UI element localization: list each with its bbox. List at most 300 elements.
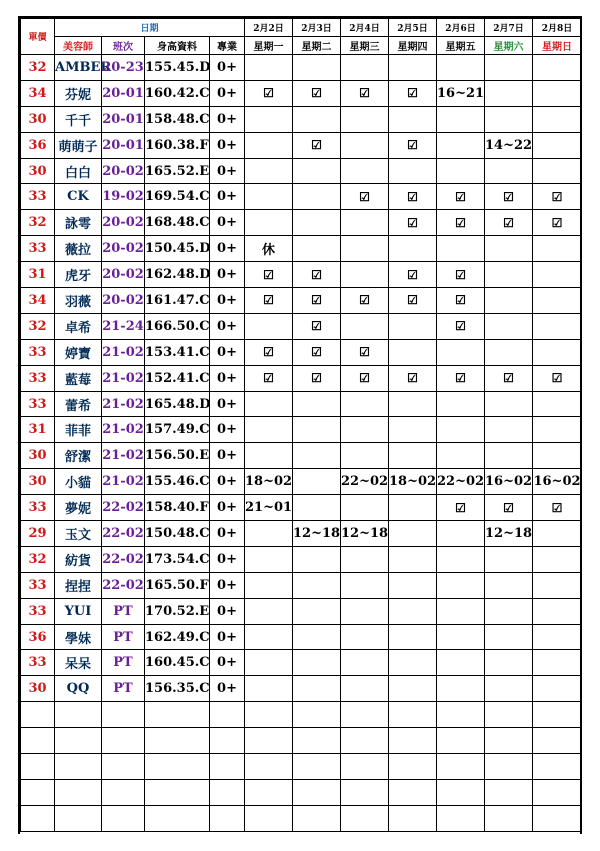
height-data-cell: 152.41.C — [145, 365, 210, 391]
class-cell: 20-02 — [102, 210, 145, 236]
fee-cell: 31 — [21, 262, 55, 288]
checkbox-icon: ☑ — [341, 184, 389, 210]
class-cell: 21-02 — [102, 391, 145, 417]
special-cell: 0+ — [210, 391, 245, 417]
schedule-cell — [245, 55, 293, 81]
table-row — [21, 132, 582, 158]
special-cell: 0+ — [210, 417, 245, 443]
empty-cell — [293, 779, 341, 805]
empty-cell — [533, 728, 582, 754]
empty-row — [21, 779, 582, 805]
weekday-header: 星期三 — [341, 37, 389, 55]
table-row — [21, 80, 582, 106]
schedule-cell — [437, 624, 485, 650]
stylist-cell: 小貓 — [55, 469, 102, 495]
stylist-header: 美容師 — [55, 37, 102, 55]
stylist-cell: 捏捏 — [55, 572, 102, 598]
schedule-cell — [389, 236, 437, 262]
schedule-cell — [485, 313, 533, 339]
schedule-cell — [437, 158, 485, 184]
checkbox-icon: ☑ — [389, 80, 437, 106]
empty-cell — [55, 754, 102, 780]
checkbox-icon: ☑ — [293, 80, 341, 106]
schedule-cell — [389, 598, 437, 624]
schedule-cell — [341, 132, 389, 158]
empty-cell — [55, 779, 102, 805]
empty-cell — [145, 779, 210, 805]
empty-cell — [145, 805, 210, 831]
height-data-cell: 156.35.C — [145, 676, 210, 702]
fee-cell: 33 — [21, 495, 55, 521]
empty-cell — [55, 728, 102, 754]
schedule-cell — [485, 80, 533, 106]
empty-cell — [485, 702, 533, 728]
special-cell: 0+ — [210, 210, 245, 236]
schedule-cell — [341, 55, 389, 81]
fee-cell: 33 — [21, 184, 55, 210]
schedule-cell — [389, 521, 437, 547]
height-data-cell: 156.50.E — [145, 443, 210, 469]
schedule-cell — [437, 546, 485, 572]
schedule-cell — [389, 417, 437, 443]
schedule-cell: 16~02 — [485, 469, 533, 495]
special-cell: 0+ — [210, 443, 245, 469]
height-data-cell: 158.40.F — [145, 495, 210, 521]
weekday-header-sunday: 星期日 — [533, 37, 582, 55]
date-header: 2月8日 — [533, 19, 582, 37]
schedule-cell — [533, 236, 582, 262]
table-row — [21, 469, 582, 495]
table-row — [21, 55, 582, 81]
empty-cell — [102, 779, 145, 805]
special-cell: 0+ — [210, 650, 245, 676]
schedule-cell — [533, 158, 582, 184]
schedule-cell — [293, 650, 341, 676]
class-cell: 20-01 — [102, 106, 145, 132]
schedule-cell: 12~18 — [341, 521, 389, 547]
class-cell: 21-02 — [102, 417, 145, 443]
checkbox-icon: ☑ — [293, 288, 341, 314]
empty-cell — [145, 702, 210, 728]
schedule-cell — [341, 313, 389, 339]
class-cell: 21-02 — [102, 339, 145, 365]
empty-cell — [293, 702, 341, 728]
stylist-cell: 薇拉 — [55, 236, 102, 262]
special-cell: 0+ — [210, 676, 245, 702]
empty-cell — [245, 779, 293, 805]
weekday-header: 星期五 — [437, 37, 485, 55]
fee-cell: 30 — [21, 469, 55, 495]
schedule-cell — [485, 106, 533, 132]
schedule-cell — [245, 443, 293, 469]
schedule-cell — [533, 624, 582, 650]
schedule-cell — [293, 495, 341, 521]
fee-cell: 31 — [21, 417, 55, 443]
checkbox-icon: ☑ — [389, 288, 437, 314]
empty-cell — [389, 754, 437, 780]
schedule-cell — [389, 546, 437, 572]
special-cell: 0+ — [210, 495, 245, 521]
table-row — [21, 598, 582, 624]
fee-cell: 32 — [21, 55, 55, 81]
class-cell: 21-24 — [102, 313, 145, 339]
class-header: 班次 — [102, 37, 145, 55]
empty-cell — [437, 805, 485, 831]
empty-cell — [210, 754, 245, 780]
stylist-cell: 舒潔 — [55, 443, 102, 469]
class-cell: PT — [102, 598, 145, 624]
table-row — [21, 650, 582, 676]
schedule-cell — [389, 650, 437, 676]
header-row-dates — [21, 19, 582, 37]
schedule-cell — [293, 443, 341, 469]
fee-cell: 33 — [21, 650, 55, 676]
schedule-cell — [341, 417, 389, 443]
empty-cell — [341, 805, 389, 831]
schedule-cell — [245, 650, 293, 676]
special-cell: 0+ — [210, 469, 245, 495]
schedule-cell — [389, 443, 437, 469]
empty-cell — [21, 779, 55, 805]
fee-cell: 36 — [21, 132, 55, 158]
schedule-cell — [485, 339, 533, 365]
schedule-cell — [533, 650, 582, 676]
checkbox-icon: ☑ — [341, 365, 389, 391]
stylist-cell: YUI — [55, 598, 102, 624]
empty-cell — [533, 779, 582, 805]
special-cell: 0+ — [210, 598, 245, 624]
empty-cell — [21, 754, 55, 780]
empty-cell — [293, 754, 341, 780]
class-cell: 22-02 — [102, 546, 145, 572]
schedule-cell — [245, 624, 293, 650]
schedule-cell — [533, 391, 582, 417]
empty-cell — [145, 728, 210, 754]
empty-cell — [210, 728, 245, 754]
checkbox-icon: ☑ — [293, 313, 341, 339]
height-data-cell: 158.48.C — [145, 106, 210, 132]
empty-cell — [389, 728, 437, 754]
height-data-cell: 169.54.C — [145, 184, 210, 210]
schedule-cell — [341, 210, 389, 236]
stylist-cell: 白白 — [55, 158, 102, 184]
height-data-cell: 160.45.C — [145, 650, 210, 676]
special-cell: 0+ — [210, 262, 245, 288]
schedule-cell — [293, 469, 341, 495]
empty-cell — [21, 728, 55, 754]
empty-cell — [341, 754, 389, 780]
fee-cell: 30 — [21, 106, 55, 132]
special-cell: 0+ — [210, 624, 245, 650]
schedule-cell — [389, 55, 437, 81]
empty-cell — [55, 702, 102, 728]
checkbox-icon: ☑ — [389, 365, 437, 391]
height-data-cell: 160.38.F — [145, 132, 210, 158]
stylist-cell: 菲菲 — [55, 417, 102, 443]
special-cell: 0+ — [210, 288, 245, 314]
schedule-cell — [293, 55, 341, 81]
height-data-cell: 170.52.E — [145, 598, 210, 624]
schedule-cell — [533, 546, 582, 572]
special-cell: 0+ — [210, 236, 245, 262]
checkbox-icon: ☑ — [389, 262, 437, 288]
schedule-cell — [341, 572, 389, 598]
schedule-cell — [533, 313, 582, 339]
checkbox-icon: ☑ — [245, 339, 293, 365]
schedule-cell — [245, 313, 293, 339]
empty-cell — [341, 702, 389, 728]
schedule-cell — [437, 598, 485, 624]
date-header: 2月7日 — [485, 19, 533, 37]
schedule-cell — [341, 598, 389, 624]
fee-cell: 34 — [21, 288, 55, 314]
schedule-cell: 16~02 — [533, 469, 582, 495]
height-data-cell: 168.48.C — [145, 210, 210, 236]
schedule-cell — [293, 676, 341, 702]
checkbox-icon: ☑ — [341, 80, 389, 106]
table-row — [21, 495, 582, 521]
schedule-cell: 12~18 — [485, 521, 533, 547]
schedule-cell: 22~02 — [341, 469, 389, 495]
schedule-cell: 22~02 — [437, 469, 485, 495]
class-cell: 21-02 — [102, 469, 145, 495]
schedule-cell — [437, 391, 485, 417]
class-cell: PT — [102, 676, 145, 702]
schedule-cell — [533, 443, 582, 469]
stylist-cell: 婷寶 — [55, 339, 102, 365]
special-cell: 0+ — [210, 158, 245, 184]
special-cell: 0+ — [210, 106, 245, 132]
table-row — [21, 184, 582, 210]
schedule-cell — [341, 236, 389, 262]
schedule-cell — [389, 495, 437, 521]
special-cell: 0+ — [210, 132, 245, 158]
header-row-columns — [21, 37, 582, 55]
height-data-cell: 165.52.E — [145, 158, 210, 184]
class-cell: 22-02 — [102, 521, 145, 547]
schedule-cell — [245, 676, 293, 702]
schedule-cell — [293, 391, 341, 417]
fee-cell: 29 — [21, 521, 55, 547]
schedule-cell — [533, 132, 582, 158]
empty-cell — [210, 702, 245, 728]
empty-cell — [533, 805, 582, 831]
checkbox-icon: ☑ — [437, 495, 485, 521]
schedule-cell — [341, 495, 389, 521]
stylist-cell: 玉文 — [55, 521, 102, 547]
height-data-cell: 165.48.D — [145, 391, 210, 417]
class-cell: 22-02 — [102, 495, 145, 521]
fee-cell: 30 — [21, 676, 55, 702]
empty-cell — [293, 805, 341, 831]
date-header: 2月4日 — [341, 19, 389, 37]
stylist-cell: 紡貨 — [55, 546, 102, 572]
empty-cell — [389, 805, 437, 831]
schedule-cell — [533, 598, 582, 624]
stylist-cell: 虎牙 — [55, 262, 102, 288]
table-row — [21, 443, 582, 469]
schedule-cell: 21~01 — [245, 495, 293, 521]
height-data-cell: 165.50.F — [145, 572, 210, 598]
schedule-cell — [533, 339, 582, 365]
schedule-cell — [293, 598, 341, 624]
schedule-cell — [389, 572, 437, 598]
fee-cell: 34 — [21, 80, 55, 106]
checkbox-icon: ☑ — [245, 262, 293, 288]
schedule-cell — [485, 624, 533, 650]
date-header: 2月6日 — [437, 19, 485, 37]
date-label-header: 日期 — [55, 19, 245, 37]
empty-cell — [21, 805, 55, 831]
table-row — [21, 546, 582, 572]
class-cell: 21-02 — [102, 443, 145, 469]
stylist-cell: 夢妮 — [55, 495, 102, 521]
height-data-cell: 162.48.D — [145, 262, 210, 288]
schedule-cell — [437, 106, 485, 132]
empty-cell — [437, 779, 485, 805]
schedule-cell — [485, 676, 533, 702]
schedule-cell — [437, 417, 485, 443]
weekday-header: 星期一 — [245, 37, 293, 55]
height-data-header: 身高資料 — [145, 37, 210, 55]
stylist-cell: QQ — [55, 676, 102, 702]
table-row — [21, 624, 582, 650]
checkbox-icon: ☑ — [389, 132, 437, 158]
empty-cell — [21, 702, 55, 728]
empty-cell — [245, 805, 293, 831]
empty-cell — [533, 754, 582, 780]
schedule-cell — [341, 546, 389, 572]
schedule-cell — [437, 521, 485, 547]
empty-cell — [437, 702, 485, 728]
checkbox-icon: ☑ — [533, 184, 582, 210]
schedule-cell — [341, 676, 389, 702]
empty-cell — [437, 754, 485, 780]
table-row — [21, 676, 582, 702]
schedule-cell — [389, 339, 437, 365]
schedule-cell — [245, 106, 293, 132]
checkbox-icon: ☑ — [389, 210, 437, 236]
stylist-cell: 詠雩 — [55, 210, 102, 236]
stylist-cell: 藍莓 — [55, 365, 102, 391]
schedule-cell: 14~22 — [485, 132, 533, 158]
fee-cell: 32 — [21, 210, 55, 236]
empty-row — [21, 702, 582, 728]
schedule-cell — [389, 391, 437, 417]
checkbox-icon: ☑ — [437, 288, 485, 314]
schedule-cell — [485, 650, 533, 676]
empty-cell — [102, 702, 145, 728]
class-cell: 22-02 — [102, 572, 145, 598]
weekday-header-saturday: 星期六 — [485, 37, 533, 55]
schedule-cell: 18~02 — [389, 469, 437, 495]
schedule-cell — [485, 158, 533, 184]
schedule-cell — [485, 288, 533, 314]
fee-cell: 36 — [21, 624, 55, 650]
schedule-cell — [533, 55, 582, 81]
schedule-cell — [293, 184, 341, 210]
class-cell: 19-02 — [102, 184, 145, 210]
schedule-cell: 18~02 — [245, 469, 293, 495]
schedule-cell — [533, 80, 582, 106]
schedule-cell — [245, 158, 293, 184]
schedule-cell — [245, 572, 293, 598]
checkbox-icon: ☑ — [293, 262, 341, 288]
empty-cell — [389, 779, 437, 805]
schedule-cell — [389, 676, 437, 702]
empty-cell — [210, 805, 245, 831]
checkbox-icon: ☑ — [437, 210, 485, 236]
table-row — [21, 210, 582, 236]
special-cell: 0+ — [210, 339, 245, 365]
fee-cell: 33 — [21, 339, 55, 365]
checkbox-icon: ☑ — [245, 365, 293, 391]
checkbox-icon: ☑ — [485, 495, 533, 521]
empty-cell — [485, 754, 533, 780]
schedule-cell — [485, 55, 533, 81]
schedule-cell — [437, 650, 485, 676]
table-row — [21, 521, 582, 547]
checkbox-icon: ☑ — [485, 210, 533, 236]
schedule-cell — [341, 391, 389, 417]
table-row — [21, 158, 582, 184]
table-row — [21, 339, 582, 365]
empty-cell — [102, 754, 145, 780]
empty-cell — [389, 702, 437, 728]
height-data-cell: 157.49.C — [145, 417, 210, 443]
special-cell: 0+ — [210, 521, 245, 547]
stylist-cell: 學妹 — [55, 624, 102, 650]
checkbox-icon: ☑ — [485, 184, 533, 210]
fee-cell: 33 — [21, 365, 55, 391]
empty-cell — [245, 702, 293, 728]
fee-cell: 33 — [21, 598, 55, 624]
schedule-cell — [437, 572, 485, 598]
empty-cell — [485, 805, 533, 831]
schedule-cell — [389, 624, 437, 650]
schedule-cell — [341, 624, 389, 650]
date-header: 2月5日 — [389, 19, 437, 37]
schedule-cell — [293, 158, 341, 184]
empty-cell — [55, 805, 102, 831]
checkbox-icon: ☑ — [485, 365, 533, 391]
stylist-cell: 萌萌子 — [55, 132, 102, 158]
table-row — [21, 262, 582, 288]
height-data-cell: 150.45.D — [145, 236, 210, 262]
schedule-sheet — [18, 16, 582, 834]
checkbox-icon: ☑ — [341, 339, 389, 365]
schedule-cell — [245, 184, 293, 210]
schedule-cell — [533, 262, 582, 288]
schedule-cell — [341, 262, 389, 288]
fee-cell: 32 — [21, 546, 55, 572]
height-data-cell: 162.49.C — [145, 624, 210, 650]
date-header: 2月3日 — [293, 19, 341, 37]
schedule-cell — [533, 417, 582, 443]
height-data-cell: 155.45.D — [145, 55, 210, 81]
schedule-cell — [293, 546, 341, 572]
checkbox-icon: ☑ — [533, 365, 582, 391]
table-row — [21, 365, 582, 391]
stylist-cell: 卓希 — [55, 313, 102, 339]
checkbox-icon: ☑ — [245, 288, 293, 314]
height-data-cell: 161.47.C — [145, 288, 210, 314]
checkbox-icon: ☑ — [389, 184, 437, 210]
class-cell: 20-02 — [102, 236, 145, 262]
special-cell: 0+ — [210, 184, 245, 210]
schedule-cell — [437, 443, 485, 469]
height-data-cell: 153.41.C — [145, 339, 210, 365]
